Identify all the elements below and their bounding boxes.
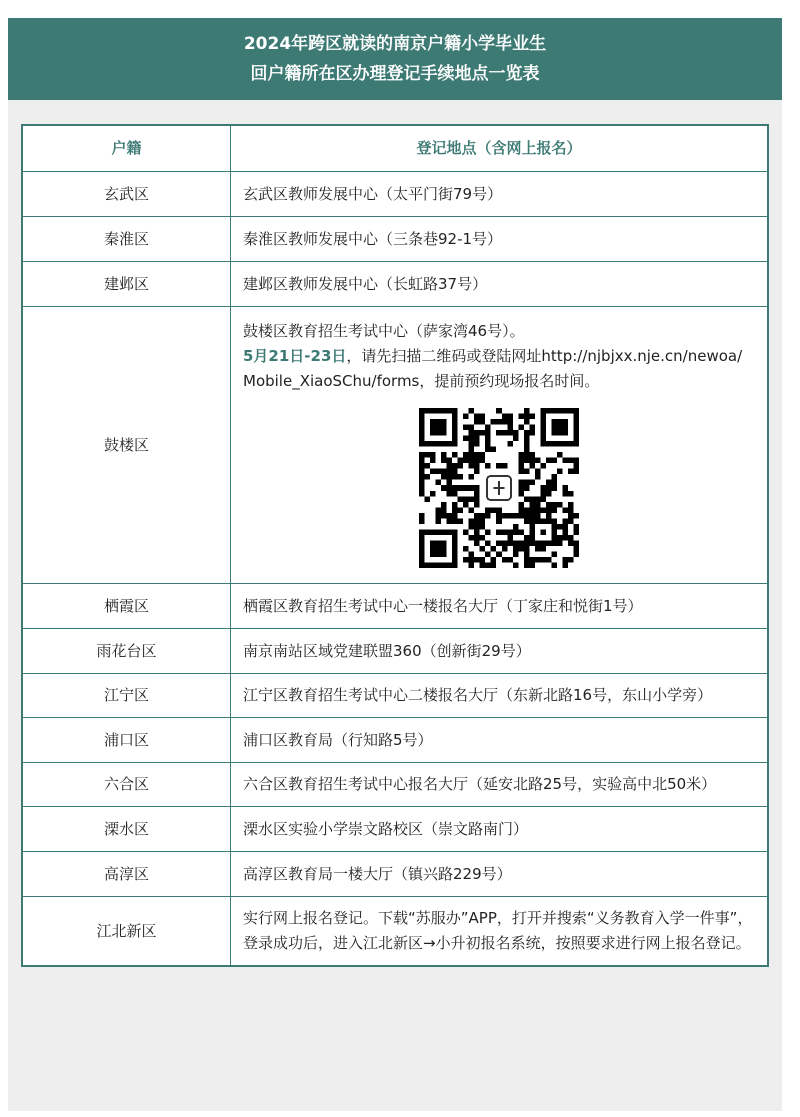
table-row bbox=[22, 307, 768, 584]
district-cell: 鼓楼区 bbox=[22, 307, 231, 584]
table-row bbox=[22, 763, 768, 807]
table-row bbox=[22, 172, 768, 217]
page-title-banner bbox=[8, 18, 782, 100]
location-cell: 浦口区教育局（行知路5号） bbox=[231, 718, 769, 763]
column-header-district: 户籍 bbox=[22, 125, 231, 172]
district-cell: 浦口区 bbox=[22, 718, 231, 763]
location-cell: 实行网上报名登记。下载“苏服办”APP，打开并搜索“义务教育入学一件事”，登录成功后，进入江北新区→小升初报名系统，按照要求进行网上报名登记。 bbox=[231, 897, 769, 967]
district-cell: 六合区 bbox=[22, 763, 231, 807]
location-cell bbox=[231, 307, 769, 584]
district-cell: 江北新区 bbox=[22, 897, 231, 967]
district-cell: 溧水区 bbox=[22, 807, 231, 852]
registration-table bbox=[21, 124, 769, 967]
district-cell: 建邺区 bbox=[22, 262, 231, 307]
location-cell: 江宁区教育招生考试中心二楼报名大厅（东新北路16号，东山小学旁） bbox=[231, 674, 769, 718]
column-header-location: 登记地点（含网上报名） bbox=[231, 125, 769, 172]
table-header-row bbox=[22, 125, 768, 172]
qr-code-container bbox=[243, 394, 755, 574]
location-cell: 南京南站区域党建联盟360（创新街29号） bbox=[231, 629, 769, 674]
table-row bbox=[22, 897, 768, 967]
gulou-location-text: 鼓楼区教育招生考试中心（萨家湾46号）。 bbox=[243, 322, 525, 340]
table-row bbox=[22, 629, 768, 674]
location-cell: 溧水区实验小学崇文路校区（崇文路南门） bbox=[231, 807, 769, 852]
location-cell: 建邺区教师发展中心（长虹路37号） bbox=[231, 262, 769, 307]
location-cell: 六合区教育招生考试中心报名大厅（延安北路25号，实验高中北50米） bbox=[231, 763, 769, 807]
title-line-1: 2024年跨区就读的南京户籍小学毕业生 bbox=[243, 34, 547, 54]
table-row bbox=[22, 584, 768, 629]
location-cell: 秦淮区教师发展中心（三条巷92-1号） bbox=[231, 217, 769, 262]
table-row bbox=[22, 852, 768, 897]
gulou-note bbox=[243, 344, 755, 394]
location-cell: 高淳区教育局一楼大厅（镇兴路229号） bbox=[231, 852, 769, 897]
district-cell: 栖霞区 bbox=[22, 584, 231, 629]
district-cell: 玄武区 bbox=[22, 172, 231, 217]
location-cell: 玄武区教师发展中心（太平门街79号） bbox=[231, 172, 769, 217]
table-row bbox=[22, 674, 768, 718]
table-row bbox=[22, 262, 768, 307]
table-row bbox=[22, 217, 768, 262]
qr-code-icon[interactable] bbox=[419, 408, 579, 568]
district-cell: 雨花台区 bbox=[22, 629, 231, 674]
title-line-2: 回户籍所在区办理登记手续地点一览表 bbox=[250, 64, 540, 84]
district-cell: 高淳区 bbox=[22, 852, 231, 897]
district-cell: 秦淮区 bbox=[22, 217, 231, 262]
table-row bbox=[22, 807, 768, 852]
district-cell: 江宁区 bbox=[22, 674, 231, 718]
gulou-note-text: ，请先扫描二维码或登陆网址http://njbjxx.nje.cn/newoa/Mobile_XiaoSChu/forms，提前预约现场报名时间。 bbox=[243, 347, 743, 390]
date-highlight: 5月21日-23日 bbox=[243, 347, 347, 365]
table-row bbox=[22, 718, 768, 763]
location-cell: 栖霞区教育招生考试中心一楼报名大厅（丁家庄和悦街1号） bbox=[231, 584, 769, 629]
